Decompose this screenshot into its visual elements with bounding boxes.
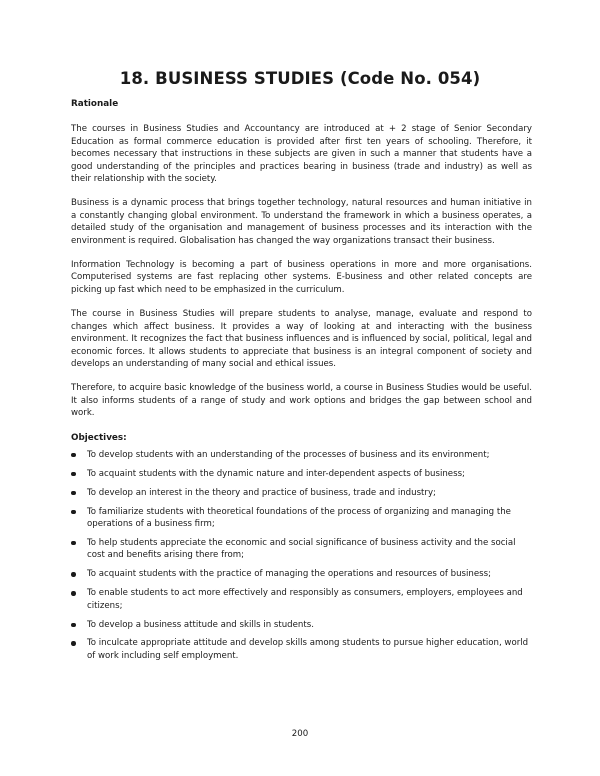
objective-item [71, 506, 532, 531]
objective-item [71, 619, 532, 631]
page-title: 18. BUSINESS STUDIES (Code No. 054) [119, 69, 481, 88]
bullet-icon [71, 510, 76, 515]
bullet-icon [71, 453, 76, 458]
bullet-icon [71, 472, 76, 477]
bullet-icon [71, 541, 76, 546]
bullet-icon [71, 572, 76, 577]
objective-text: To help students appreciate the economic and social significance of business activity and the social cost and benefits arising there from; [87, 537, 516, 561]
bullet-icon [71, 491, 76, 496]
objective-text: To familiarize students with theoretical foundations of the process of organizing and managing the operations of a business firm; [87, 506, 511, 530]
rationale-paragraph: The courses in Business Studies and Accountancy are introduced at + 2 stage of Senior Secondary Education as formal commerce education is provided after first ten years of schooling. Therefore, it becomes necessary that instructions in these subjects are given in such a manner that students have a good understanding of the principles and practices bearing in business (trade and industry) as well as their relationship with the society. [71, 124, 532, 185]
objective-text: To develop an interest in the theory and practice of business, trade and industry; [87, 487, 436, 498]
bullet-icon [71, 623, 76, 628]
rationale-paragraph: The course in Business Studies will prepare students to analyse, manage, evaluate and respond to changes which affect business. It provides a way of looking at and interacting with the business environment. It recognizes the fact that business influences and is influenced by social, political, legal and economic forces. It allows students to appreciate that business is an integral component of society and develops an understanding of many social and ethical issues. [71, 309, 532, 369]
objective-text: To acquaint students with the practice of managing the operations and resources of business; [87, 569, 492, 580]
objective-text: To acquaint students with the dynamic nature and inter-dependent aspects of business; [87, 468, 465, 479]
objective-text: To inculcate appropriate attitude and develop skills among students to pursue higher education, world of work including self employment. [87, 638, 529, 661]
objective-item [71, 637, 532, 662]
rationale-paragraph: Business is a dynamic process that brings together technology, natural resources and human initiative in a constantly changing global environment. To understand the framework in which a business operates, a detailed study of the organisation and management of business processes and its interaction with the environment is required. Globalisation has changed the way organizations transact their business. [71, 198, 532, 246]
objective-text: To develop a business attitude and skills in students. [87, 619, 314, 630]
objective-item [71, 468, 532, 480]
objective-item [71, 449, 532, 461]
bullet-icon [71, 591, 76, 596]
objective-item [71, 587, 532, 612]
objective-text: To develop students with an understanding of the processes of business and its environment; [87, 449, 490, 460]
rationale-heading: Rationale [71, 99, 119, 109]
rationale-paragraph: Information Technology is becoming a part of business operations in more and more organisations. Computerised systems are fast replacing other systems. E-business and other related concepts are picking up fast which need to be emphasized in the curriculum. [71, 260, 532, 295]
objectives-heading: Objectives: [71, 432, 127, 443]
objective-item [71, 568, 532, 580]
bullet-icon [71, 641, 76, 646]
rationale-paragraph: Therefore, to acquire basic knowledge of the business world, a course in Business Studies would be useful. It also informs students of a range of study and work options and bridges the gap between school and work. [71, 383, 532, 419]
objective-item [71, 487, 532, 499]
objective-text: To enable students to act more effectively and responsibly as consumers, employers, employees and citizens; [87, 588, 523, 611]
page-number: 200 [291, 729, 309, 739]
document-body [71, 98, 532, 669]
objective-item [71, 537, 532, 562]
objectives-list [71, 449, 532, 662]
